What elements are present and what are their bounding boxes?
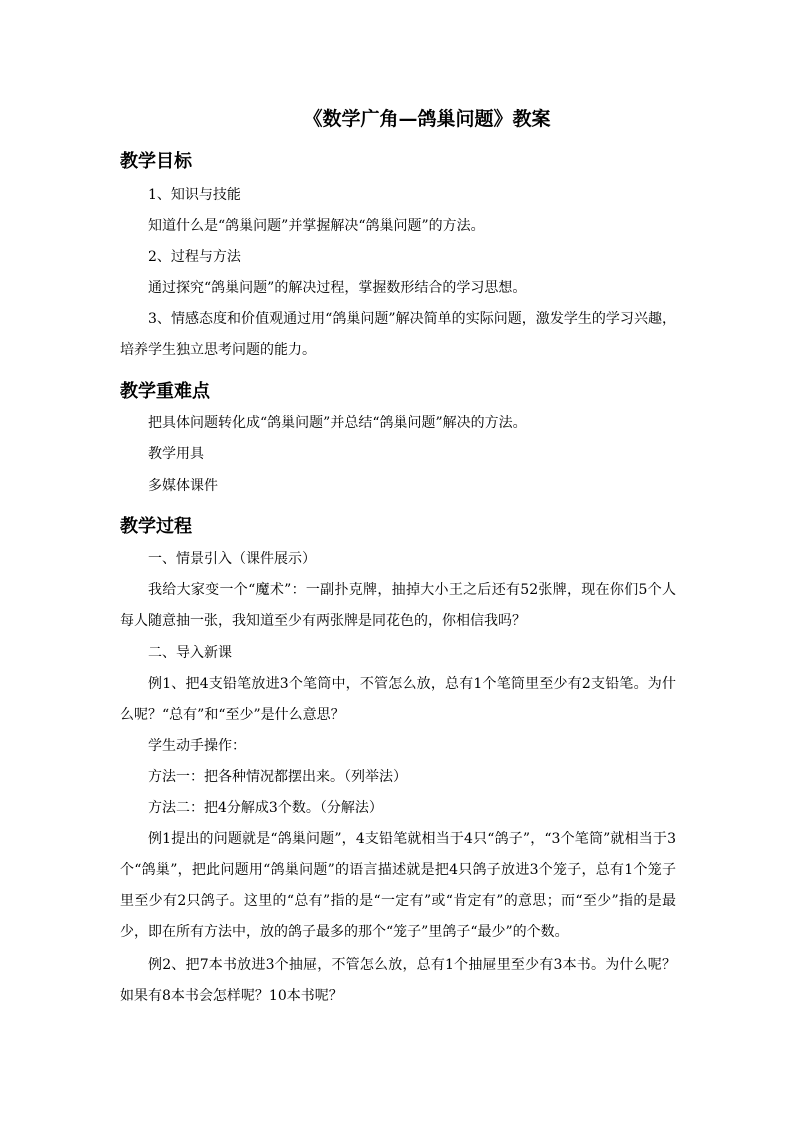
paragraph: 学生动手操作： — [148, 738, 246, 754]
paragraph: 二、导入新课 — [148, 645, 232, 661]
paragraph: 方法二：把4分解成3个数。（分解法） — [148, 800, 383, 816]
paragraph: 3、情感态度和价值观通过用“鸽巢问题”解决简单的实际问题，激发学生的学习兴趣，培养学生独立思考问题的能力。 — [120, 311, 676, 358]
paragraph: 方法一：把各种情况都摆出来。（列举法） — [148, 769, 407, 785]
paragraph: 例1、把4支铅笔放进3个笔筒中，不管怎么放，总有1个笔筒里至少有2支铅笔。为什么呢？“总有”和“至少”是什么意思？ — [120, 676, 676, 723]
paragraph: 一、情景引入（课件展示） — [148, 551, 316, 567]
paragraph: 多媒体课件 — [148, 478, 218, 494]
document-title: 《数学广角—鸽巢问题》教案 — [303, 108, 551, 130]
paragraph: 知道什么是“鸽巢问题”并掌握解决“鸽巢问题”的方法。 — [148, 218, 485, 234]
paragraph: 把具体问题转化成“鸽巢问题”并总结“鸽巢问题”解决的方法。 — [148, 415, 527, 431]
paragraph: 我给大家变一个“魔术”：一副扑克牌，抽掉大小王之后还有52张牌，现在你们5个人每人随意抽一张，我知道至少有两张牌是同花色的，你相信我吗？ — [120, 582, 676, 629]
section-heading-key-points: 教学重难点 — [120, 381, 210, 402]
paragraph: 教学用具 — [148, 446, 204, 462]
paragraph: 通过探究“鸽巢问题”的解决过程，掌握数形结合的学习思想。 — [148, 280, 527, 296]
section-heading-teaching-process: 教学过程 — [120, 516, 192, 537]
paragraph: 例2、把7本书放进3个抽屉，不管怎么放，总有1个抽屉里至少有3本书。为什么呢？如果有8本书会怎样呢？10本书呢？ — [120, 957, 676, 1004]
paragraph: 2、过程与方法 — [148, 249, 241, 265]
paragraph: 1、知识与技能 — [148, 187, 241, 203]
paragraph: 例1提出的问题就是“鸽巢问题”，4支铅笔就相当于4只“鸽子”，“3个笔筒”就相当于3个“鸽巢”，把此问题用“鸽巢问题”的语言描述就是把4只鸽子放进3个笼子，总有1个笼子里至少有2只鸽子。这里的“总有”指的是“一定有”或“肯定有”的意思；而“至少”指的是最少，即在所有方法中，放的鸽子最多的那个“笼子”里鸽子“最少”的个数。 — [120, 831, 676, 940]
section-heading-teaching-goals: 教学目标 — [120, 151, 192, 172]
